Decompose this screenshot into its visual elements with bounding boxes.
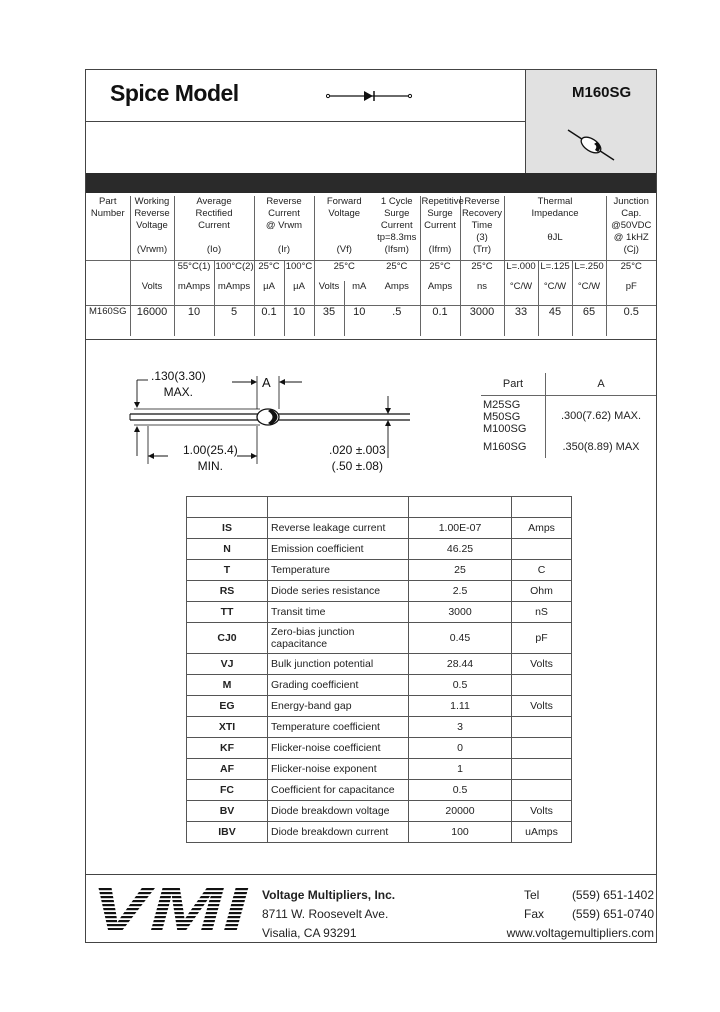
unit: Amps <box>420 281 460 306</box>
contact-block: Tel (559) 651-1402 Fax (559) 651-0740 www.voltagemultipliers.com <box>490 886 654 943</box>
fax: (559) 651-0740 <box>571 907 654 921</box>
footer-divider <box>86 874 656 875</box>
param-row: TT Transit time 3000 nS <box>187 602 572 623</box>
part-list: M25SG M50SG M100SG <box>483 399 527 435</box>
unit: pF <box>606 281 656 306</box>
body-diameter-label: .130(3.30) MAX. <box>151 369 206 399</box>
value: 65 <box>572 306 606 337</box>
unit: µA <box>254 281 284 306</box>
value: 33 <box>504 306 538 337</box>
hdr-working-voltage: Working Reverse Voltage (Vrwm) <box>130 196 174 261</box>
unit: °C/W <box>538 281 572 306</box>
cond: 25°C <box>460 261 504 282</box>
cond: 25°C <box>374 261 420 282</box>
company-block <box>262 886 395 943</box>
hdr-surge-current: 1 Cycle Surge Current tp=8.3ms (Ifsm) <box>377 196 417 255</box>
col-part: Part <box>481 373 546 396</box>
param-row: CJ0 Zero-bias junction capacitance 0.45 pF <box>187 623 572 654</box>
a-dimension-label: A <box>262 375 271 390</box>
param-row: EG Energy-band gap 1.11 Volts <box>187 696 572 717</box>
value: 0.1 <box>254 306 284 337</box>
vmi-logo-icon <box>91 884 249 934</box>
cond: 25°C <box>420 261 460 282</box>
header-band <box>86 173 656 193</box>
param-row: RS Diode series resistance 2.5 Ohm <box>187 581 572 602</box>
unit: °C/W <box>572 281 606 306</box>
unit: µA <box>284 281 314 306</box>
param-row: XTI Temperature coefficient 3 <box>187 717 572 738</box>
cond: 100°C <box>284 261 314 282</box>
unit: Volts <box>314 281 344 306</box>
unit: mAmps <box>174 281 214 306</box>
address-line: Visalia, CA 93291 <box>262 926 357 940</box>
val-part: M160SG <box>86 306 130 337</box>
param-row: FC Coefficient for capacitance 0.5 <box>187 780 572 801</box>
unit: °C/W <box>504 281 538 306</box>
value: 3000 <box>460 306 504 337</box>
value: 0.1 <box>420 306 460 337</box>
param-row: VJ Bulk junction potential 28.44 Volts <box>187 654 572 675</box>
header-divider <box>86 121 526 122</box>
svg-text:VMI: VMI <box>91 884 249 934</box>
value: 10 <box>174 306 214 337</box>
param-row: N Emission coefficient 46.25 <box>187 539 572 560</box>
lead-diameter-label: .020 ±.003 (.50 ±.08) <box>329 443 386 473</box>
param-row: AF Flicker-noise exponent 1 <box>187 759 572 780</box>
value: 10 <box>344 306 374 337</box>
hdr-forward-voltage: Forward Voltage (Vf) <box>314 196 374 261</box>
param-row: KF Flicker-noise coefficient 0 <box>187 738 572 759</box>
part-dimension-table <box>481 373 656 458</box>
value: 0.5 <box>606 306 656 337</box>
hdr-recovery-time: Reverse Recovery Time (3) (Trr) <box>460 196 504 261</box>
a-value: .350(8.89) MAX <box>546 436 657 458</box>
page-title: Spice Model <box>110 80 239 106</box>
cond: 55°C(1) <box>174 261 214 282</box>
hdr-thermal-impedance: Thermal Impedance θJL <box>504 196 606 261</box>
lead-length-label: 1.00(25.4) MIN. <box>183 443 238 473</box>
company-name: Voltage Multipliers, Inc. <box>262 888 396 902</box>
param-row: M Grading coefficient 0.5 <box>187 675 572 696</box>
unit: Amps <box>384 281 409 292</box>
phone: (559) 651-1402 <box>571 888 654 902</box>
value: 16000 <box>130 306 174 337</box>
spice-parameters-table <box>186 496 572 843</box>
cond: 25°C <box>606 261 656 282</box>
value: 35 <box>314 306 344 337</box>
spec-table-bottom <box>86 339 656 340</box>
param-row: BV Diode breakdown voltage 20000 Volts <box>187 801 572 822</box>
cond: 25°C <box>254 261 284 282</box>
part-number: M160SG <box>572 84 632 101</box>
hdr-avg-current: Average Rectified Current (Io) <box>174 196 254 261</box>
cond: L=.250 <box>572 261 606 282</box>
hdr-part-number: Part Number <box>90 196 125 219</box>
hdr-repetitive-surge: Repetitive Surge Current (Ifrm) <box>420 196 460 261</box>
diode-symbol-icon <box>326 88 412 104</box>
diode-package-icon <box>564 126 618 166</box>
cond: L=.125 <box>538 261 572 282</box>
cond: 25°C <box>314 261 374 282</box>
spec-table <box>86 196 656 336</box>
unit: ns <box>460 281 504 306</box>
a-value: .300(7.62) MAX. <box>546 396 657 437</box>
param-row: IS Reverse leakage current 1.00E-07 Amps <box>187 518 572 539</box>
hdr-junction-cap: Junction Cap. @50VDC @ 1kHZ (Cj) <box>606 196 656 261</box>
address-line: 8711 W. Roosevelt Ave. <box>262 907 389 921</box>
cond: L=.000 <box>504 261 538 282</box>
hdr-reverse-current: Reverse Current @ Vrwm (Ir) <box>254 196 314 261</box>
cond: 100°C(2) <box>214 261 254 282</box>
value: 45 <box>538 306 572 337</box>
unit: mAmps <box>214 281 254 306</box>
unit: Volts <box>130 281 174 306</box>
param-row: T Temperature 25 C <box>187 560 572 581</box>
part-list: M160SG <box>483 441 527 453</box>
col-a: A <box>546 373 657 396</box>
value: .5 <box>374 306 420 337</box>
value: 10 <box>284 306 314 337</box>
unit: mA <box>344 281 374 306</box>
website-link[interactable]: www.voltagemultipliers.com <box>506 926 654 940</box>
value: 5 <box>214 306 254 337</box>
param-row: IBV Diode breakdown current 100 uAmps <box>187 822 572 843</box>
